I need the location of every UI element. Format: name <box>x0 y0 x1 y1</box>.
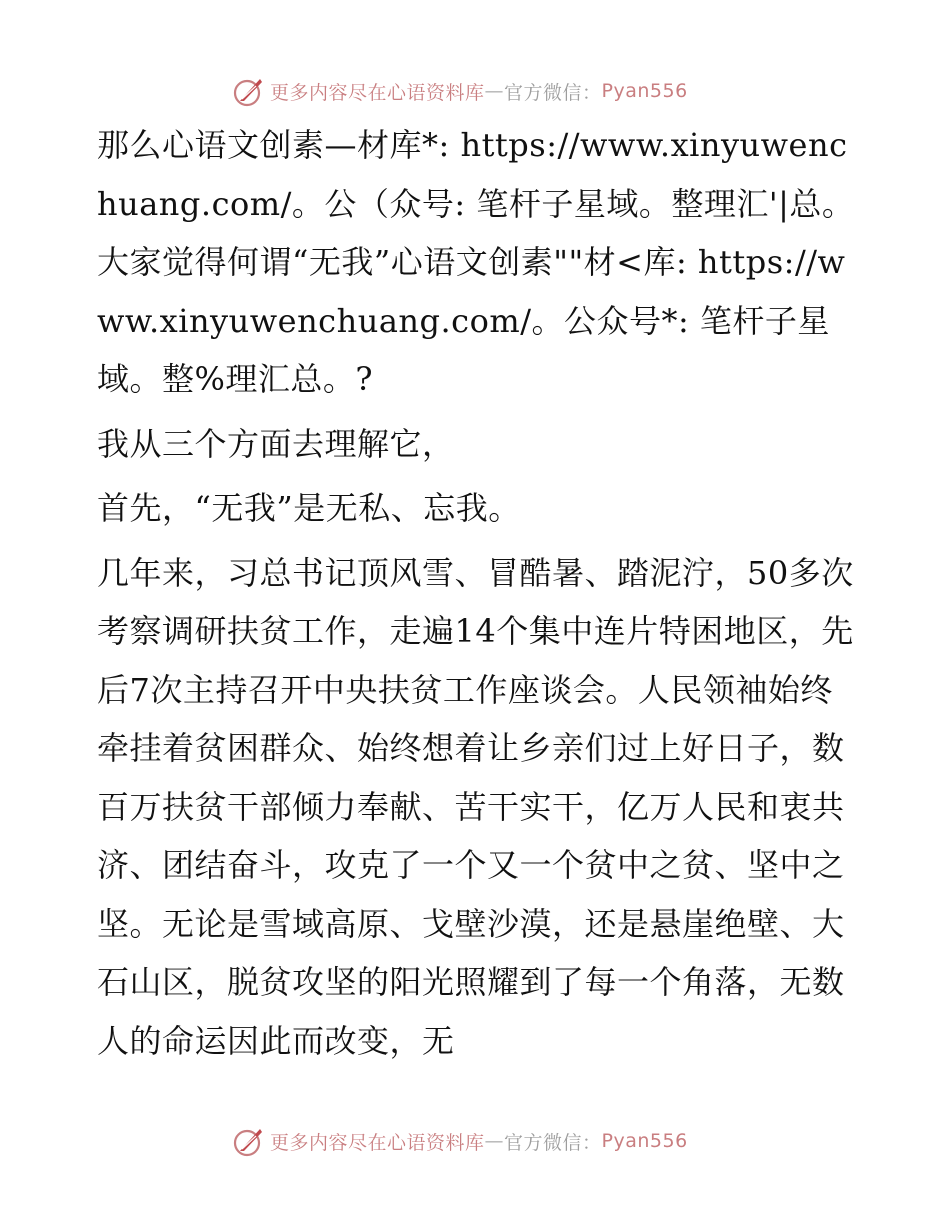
paragraph-three-aspects: 我从三个方面去理解它， <box>97 424 455 463</box>
footer-watermark <box>232 1124 688 1158</box>
document-body <box>97 116 857 1076</box>
watermark-official-label: 官方微信： <box>504 1131 602 1154</box>
watermark-main-text: 更多内容尽在心语资料库 <box>270 81 485 104</box>
watermark-main-text: 更多内容尽在心语资料库 <box>270 1131 485 1154</box>
paragraph-first-point: 首先，“无我”是无私、忘我。 <box>97 489 521 527</box>
paragraph-intro: 那么心语文创素—材库*: https://www.xinyuwenchuang.com/。公（众号: 笔杆子星域。整理汇'|总。大家觉得何谓“无我”心语文创素""材<库: https://www.xinyuwenchuang.com/。公众号*: 笔杆子星域。整%理汇总。? <box>97 126 855 398</box>
watermark-dash: — <box>484 1130 505 1152</box>
watermark-account-id: Pyan556 <box>601 1130 688 1152</box>
feather-pen-logo-icon <box>232 74 266 108</box>
header-watermark <box>232 74 688 108</box>
watermark-dash: — <box>484 80 505 102</box>
feather-pen-logo-icon <box>232 1124 266 1158</box>
watermark-account-id: Pyan556 <box>601 80 688 102</box>
paragraph-poverty-alleviation: 几年来，习总书记顶风雪、冒酷暑、踏泥泞，50多次考察调研扶贫工作，走遍14个集中连片特困地区，先后7次主持召开中央扶贫工作座谈会。人民领袖始终牵挂着贫困群众、始终想着让乡亲们过上好日子，数百万扶贫干部倾力奉献、苦干实干，亿万人民和衷共济、团结奋斗，攻克了一个又一个贫中之贫、坚中之坚。无论是雪域高原、戈壁沙漠，还是悬崖绝壁、大石山区，脱贫攻坚的阳光照耀到了每一个角落，无数人的命运因此而改变，无 <box>97 553 854 1060</box>
watermark-official-label: 官方微信： <box>504 81 602 104</box>
